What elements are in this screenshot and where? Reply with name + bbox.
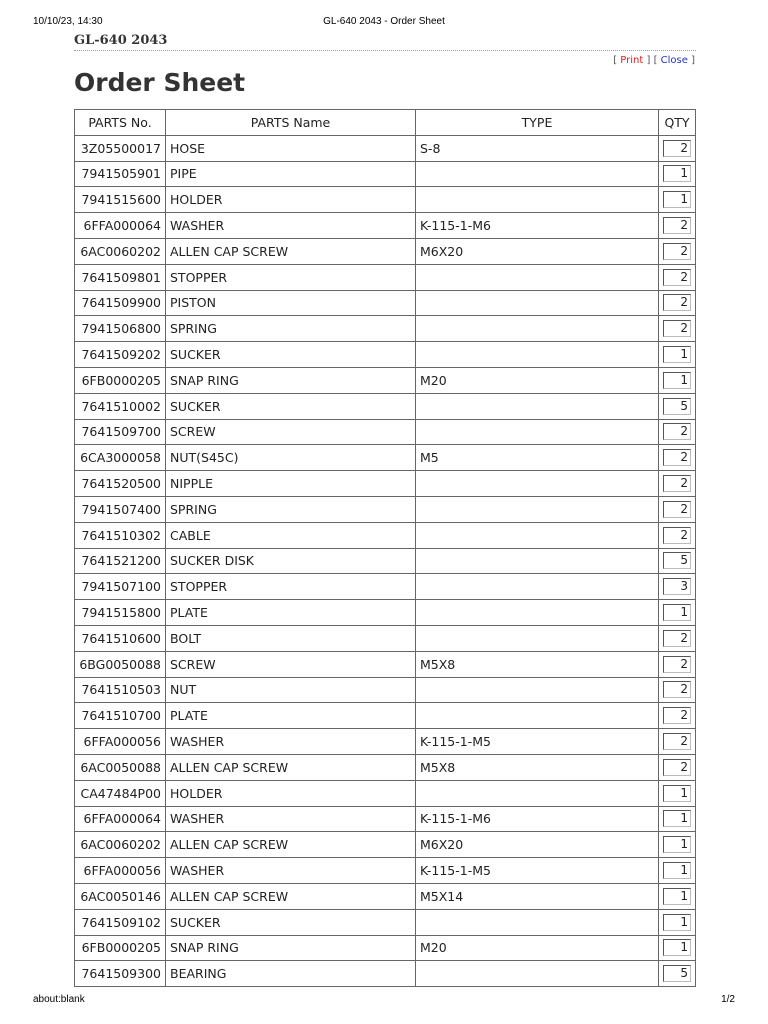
qty-input[interactable]: 2 [663,681,691,698]
type-cell [416,574,659,600]
qty-input[interactable]: 2 [663,656,691,673]
type-cell: M5X14 [416,883,659,909]
header-type: TYPE [416,110,659,136]
parts-name-cell: BEARING [166,961,416,987]
type-cell [416,677,659,703]
qty-input[interactable]: 2 [663,320,691,337]
qty-input[interactable]: 2 [663,423,691,440]
bracket-separator: ] [ [646,55,658,66]
parts-no-cell: 7641510700 [75,703,166,729]
table-row [75,832,696,858]
header-parts-name: PARTS Name [166,110,416,136]
parts-no-cell: 6FFA000064 [75,213,166,239]
parts-no-cell: 7941515800 [75,600,166,626]
parts-name-cell: CABLE [166,522,416,548]
qty-cell [659,367,696,393]
qty-input[interactable]: 5 [663,965,691,982]
qty-input[interactable]: 2 [663,630,691,647]
page-title: Order Sheet [74,68,246,97]
qty-input[interactable]: 2 [663,527,691,544]
qty-input[interactable]: 2 [663,269,691,286]
parts-no-cell: 7641521200 [75,548,166,574]
header-divider [74,50,696,51]
parts-name-cell: WASHER [166,806,416,832]
print-timestamp: 10/10/23, 14:30 [33,16,103,27]
parts-no-cell: 7941507100 [75,574,166,600]
table-row [75,780,696,806]
table-row [75,238,696,264]
parts-no-cell: 6CA3000058 [75,445,166,471]
parts-name-cell: SUCKER [166,393,416,419]
table-row [75,858,696,884]
type-cell: K-115-1-M5 [416,729,659,755]
type-cell: M20 [416,367,659,393]
qty-input[interactable]: 1 [663,346,691,363]
parts-name-cell: PLATE [166,703,416,729]
qty-input[interactable]: 1 [663,862,691,879]
type-cell [416,419,659,445]
parts-name-cell: WASHER [166,729,416,755]
type-cell: M6X20 [416,238,659,264]
table-row [75,445,696,471]
table-row [75,754,696,780]
type-cell [416,548,659,574]
table-row [75,961,696,987]
qty-cell [659,780,696,806]
table-row [75,316,696,342]
qty-cell [659,883,696,909]
qty-cell [659,316,696,342]
parts-name-cell: ALLEN CAP SCREW [166,832,416,858]
table-row [75,935,696,961]
header-parts-no: PARTS No. [75,110,166,136]
qty-cell [659,806,696,832]
table-row [75,161,696,187]
qty-cell [659,574,696,600]
parts-no-cell: 7941505901 [75,161,166,187]
qty-cell [659,858,696,884]
qty-input[interactable]: 1 [663,372,691,389]
qty-cell [659,548,696,574]
qty-cell [659,909,696,935]
parts-name-cell: HOLDER [166,187,416,213]
parts-name-cell: PIPE [166,161,416,187]
qty-cell [659,135,696,161]
parts-name-cell: ALLEN CAP SCREW [166,883,416,909]
type-cell: M5X8 [416,651,659,677]
type-cell [416,522,659,548]
qty-cell [659,161,696,187]
type-cell: K-115-1-M6 [416,213,659,239]
table-row [75,522,696,548]
qty-input[interactable]: 1 [663,914,691,931]
type-cell: M5 [416,445,659,471]
qty-input[interactable]: 1 [663,785,691,802]
type-cell [416,780,659,806]
qty-cell [659,290,696,316]
table-row [75,342,696,368]
qty-cell [659,651,696,677]
qty-input[interactable]: 1 [663,191,691,208]
type-cell: K-115-1-M5 [416,858,659,884]
qty-cell [659,600,696,626]
type-cell: M5X8 [416,754,659,780]
parts-name-cell: STOPPER [166,264,416,290]
qty-cell [659,264,696,290]
qty-input[interactable]: 1 [663,810,691,827]
table-row [75,574,696,600]
close-link[interactable]: Close [660,55,688,66]
qty-cell [659,496,696,522]
type-cell [416,316,659,342]
parts-name-cell: NIPPLE [166,471,416,497]
type-cell [416,600,659,626]
table-row [75,729,696,755]
parts-name-cell: SCREW [166,419,416,445]
parts-name-cell: SUCKER [166,909,416,935]
type-cell [416,393,659,419]
parts-name-cell: WASHER [166,213,416,239]
bracket-close: ] [691,55,695,66]
qty-input[interactable]: 5 [663,398,691,415]
qty-input[interactable]: 1 [663,604,691,621]
table-row [75,625,696,651]
qty-cell [659,445,696,471]
parts-name-cell: SUCKER [166,342,416,368]
type-cell [416,264,659,290]
qty-input[interactable]: 1 [663,165,691,182]
parts-name-cell: SPRING [166,316,416,342]
table-row [75,419,696,445]
parts-no-cell: 6BG0050088 [75,651,166,677]
qty-cell [659,703,696,729]
print-page-title: GL-640 2043 - Order Sheet [323,16,445,27]
parts-no-cell: 7941515600 [75,187,166,213]
parts-no-cell: 6FFA000056 [75,858,166,884]
table-row [75,909,696,935]
table-row [75,187,696,213]
qty-cell [659,729,696,755]
parts-name-cell: WASHER [166,858,416,884]
print-url: about:blank [33,994,85,1005]
parts-name-cell: STOPPER [166,574,416,600]
table-row [75,471,696,497]
type-cell [416,290,659,316]
parts-no-cell: 7641509700 [75,419,166,445]
qty-input[interactable]: 2 [663,759,691,776]
type-cell [416,961,659,987]
qty-cell [659,393,696,419]
order-table [74,109,696,987]
parts-no-cell: 6AC0060202 [75,832,166,858]
table-header-row [75,110,696,136]
parts-no-cell: 7641520500 [75,471,166,497]
parts-name-cell: BOLT [166,625,416,651]
parts-name-cell: SNAP RING [166,367,416,393]
type-cell [416,625,659,651]
action-links [613,55,695,66]
parts-name-cell: PLATE [166,600,416,626]
print-page-number: 1/2 [721,994,735,1005]
qty-cell [659,961,696,987]
table-row [75,677,696,703]
qty-cell [659,187,696,213]
table-row [75,135,696,161]
table-row [75,548,696,574]
table-row [75,703,696,729]
type-cell [416,342,659,368]
qty-cell [659,419,696,445]
parts-name-cell: SCREW [166,651,416,677]
qty-input[interactable]: 2 [663,707,691,724]
table-row [75,264,696,290]
qty-input[interactable]: 2 [663,449,691,466]
parts-name-cell: HOSE [166,135,416,161]
qty-input[interactable]: 3 [663,578,691,595]
qty-input[interactable]: 1 [663,939,691,956]
qty-cell [659,342,696,368]
parts-no-cell: 7641510600 [75,625,166,651]
qty-cell [659,238,696,264]
parts-no-cell: 7641510503 [75,677,166,703]
parts-name-cell: SNAP RING [166,935,416,961]
qty-input[interactable]: 2 [663,140,691,157]
parts-no-cell: 6AC0060202 [75,238,166,264]
parts-name-cell: PISTON [166,290,416,316]
qty-cell [659,935,696,961]
parts-no-cell: 7641510002 [75,393,166,419]
qty-input[interactable]: 2 [663,294,691,311]
document-id: GL-640 2043 [74,33,168,48]
parts-no-cell: 7941507400 [75,496,166,522]
parts-no-cell: 7641509900 [75,290,166,316]
qty-input[interactable]: 2 [663,501,691,518]
parts-name-cell: NUT [166,677,416,703]
type-cell: M20 [416,935,659,961]
qty-input[interactable]: 5 [663,552,691,569]
table-row [75,367,696,393]
table-row [75,600,696,626]
qty-cell [659,677,696,703]
table-row [75,806,696,832]
parts-no-cell: 6AC0050146 [75,883,166,909]
qty-input[interactable]: 2 [663,475,691,492]
qty-cell [659,832,696,858]
qty-input[interactable]: 2 [663,243,691,260]
qty-input[interactable]: 1 [663,888,691,905]
table-row [75,496,696,522]
parts-name-cell: HOLDER [166,780,416,806]
parts-name-cell: ALLEN CAP SCREW [166,754,416,780]
qty-cell [659,213,696,239]
table-row [75,290,696,316]
parts-no-cell: 7641509300 [75,961,166,987]
type-cell [416,161,659,187]
qty-input[interactable]: 2 [663,733,691,750]
type-cell [416,471,659,497]
parts-name-cell: ALLEN CAP SCREW [166,238,416,264]
parts-name-cell: NUT(S45C) [166,445,416,471]
parts-no-cell: 7641509102 [75,909,166,935]
qty-cell [659,625,696,651]
table-row [75,213,696,239]
parts-no-cell: 7941506800 [75,316,166,342]
print-header [0,16,768,30]
qty-cell [659,471,696,497]
parts-no-cell: 6FB0000205 [75,367,166,393]
type-cell [416,909,659,935]
parts-no-cell: 6AC0050088 [75,754,166,780]
print-link[interactable]: Print [620,55,644,66]
table-row [75,651,696,677]
parts-no-cell: 6FFA000064 [75,806,166,832]
qty-cell [659,754,696,780]
type-cell: S-8 [416,135,659,161]
parts-no-cell: 6FB0000205 [75,935,166,961]
parts-no-cell: 3Z05500017 [75,135,166,161]
qty-input[interactable]: 2 [663,217,691,234]
qty-cell [659,522,696,548]
type-cell [416,496,659,522]
type-cell: M6X20 [416,832,659,858]
parts-no-cell: 7641509202 [75,342,166,368]
parts-name-cell: SPRING [166,496,416,522]
type-cell: K-115-1-M6 [416,806,659,832]
header-qty: QTY [659,110,696,136]
order-table-body [75,135,696,986]
qty-input[interactable]: 1 [663,836,691,853]
parts-no-cell: 7641510302 [75,522,166,548]
parts-name-cell: SUCKER DISK [166,548,416,574]
table-row [75,393,696,419]
parts-no-cell: 6FFA000056 [75,729,166,755]
bracket-open: [ [613,55,618,66]
parts-no-cell: 7641509801 [75,264,166,290]
type-cell [416,187,659,213]
table-row [75,883,696,909]
parts-no-cell: CA47484P00 [75,780,166,806]
type-cell [416,703,659,729]
